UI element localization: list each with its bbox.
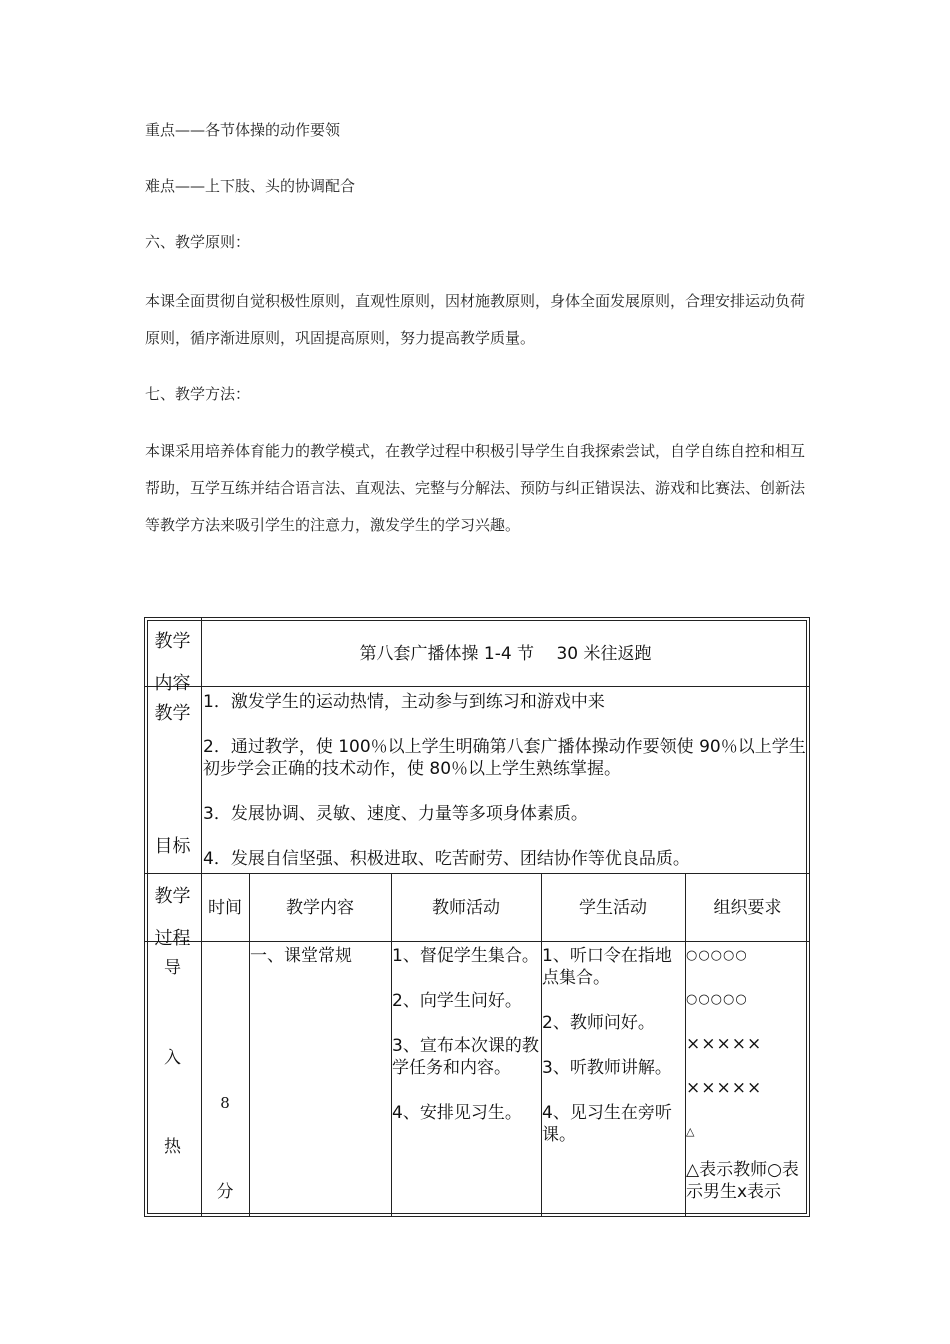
goal-label-bottom: 目标 xyxy=(154,836,191,857)
process-label-bottom: 过程 xyxy=(154,928,191,949)
teacher-position-marker: △ xyxy=(686,1125,695,1138)
row-divider xyxy=(144,686,810,687)
time-unit: 分 xyxy=(216,1182,234,1202)
time-number: 8 xyxy=(220,1094,230,1112)
row-divider xyxy=(144,941,810,942)
principles-paragraph: 本课全面贯彻自觉积极性原则，直观性原则，因材施教原则，身体全面发展原则，合理安排运动负荷原则，循序渐进原则，巩固提高原则，努力提高教学质量。 xyxy=(145,292,806,347)
teacher-activities xyxy=(392,945,540,1147)
organization-cell xyxy=(686,945,809,1203)
methods-heading: 七、教学方法： xyxy=(145,385,251,403)
header-organization: 组织要求 xyxy=(713,898,782,918)
student-activities xyxy=(542,945,684,1169)
header-time: 时间 xyxy=(208,898,242,918)
header-student: 学生活动 xyxy=(579,898,647,918)
student-activity: 2、教师问好。 xyxy=(542,1013,655,1033)
lesson-plan-table xyxy=(144,617,810,1217)
goal-item: 1．激发学生的运动热情，主动参与到练习和游戏中来 xyxy=(203,692,605,712)
student-activity: 1、听口令在指地点集合。 xyxy=(542,946,672,988)
process-label-top: 教学 xyxy=(154,886,191,907)
goal-item: 4．发展自信坚强、积极进取、吃苦耐劳、团结协作等优良品质。 xyxy=(203,849,690,869)
key-point-text: 重点——各节体操的动作要领 xyxy=(145,121,341,139)
phase-char: 热 xyxy=(164,1137,181,1157)
formation-row-girls: ××××× xyxy=(686,1034,763,1054)
student-activity: 4、见习生在旁听课。 xyxy=(542,1103,672,1145)
goals-list xyxy=(203,691,809,893)
goal-item: 2．通过教学，使 100％以上学生明确第八套广播体操动作要领使 90％以上学生初步学会正确的技术动作，使 80％以上学生熟练掌握。 xyxy=(203,737,806,779)
teacher-activity: 3、宣布本次课的教学任务和内容。 xyxy=(392,1036,539,1078)
goal-label-top: 教学 xyxy=(154,703,191,724)
column-divider xyxy=(249,873,250,1217)
formation-row-girls: ××××× xyxy=(686,1078,763,1098)
difficulty-text: 难点——上下肢、头的协调配合 xyxy=(145,177,356,195)
content-label-top: 教学 xyxy=(154,631,191,652)
content-label-bottom: 内容 xyxy=(154,673,191,694)
phase-char: 导 xyxy=(164,958,181,978)
teacher-activity: 4、安排见习生。 xyxy=(392,1103,522,1123)
header-teacher: 教师活动 xyxy=(432,898,500,918)
header-content: 教学内容 xyxy=(286,898,354,918)
teacher-activity: 2、向学生问好。 xyxy=(392,991,522,1011)
student-activity: 3、听教师讲解。 xyxy=(542,1058,672,1078)
content-label-cell xyxy=(144,621,201,705)
content-value: 第八套广播体操 1-4 节 30 米往返跑 xyxy=(359,644,652,664)
phase-char: 入 xyxy=(164,1048,181,1068)
formation-row-boys: ○○○○○ xyxy=(686,992,748,1007)
principles-heading: 六、教学原则： xyxy=(145,233,251,251)
formation-row-boys: ○○○○○ xyxy=(686,948,748,963)
lesson-content: 一、课堂常规 xyxy=(250,946,352,966)
goal-item: 3．发展协调、灵敏、速度、力量等多项身体素质。 xyxy=(203,804,588,824)
organization-legend: △表示教师○表示男生x表示 xyxy=(686,1160,799,1202)
methods-paragraph: 本课采用培养体育能力的教学模式，在教学过程中积极引导学生自我探索尝试，自学自练自控和相互帮助，互学互练并结合语言法、直观法、完整与分解法、预防与纠正错误法、游戏和比赛法、创新法等教学方法来吸引学生的注意力，激发学生的学习兴趣。 xyxy=(145,442,806,534)
process-label-cell xyxy=(144,876,201,960)
teacher-activity: 1、督促学生集合。 xyxy=(392,946,539,966)
